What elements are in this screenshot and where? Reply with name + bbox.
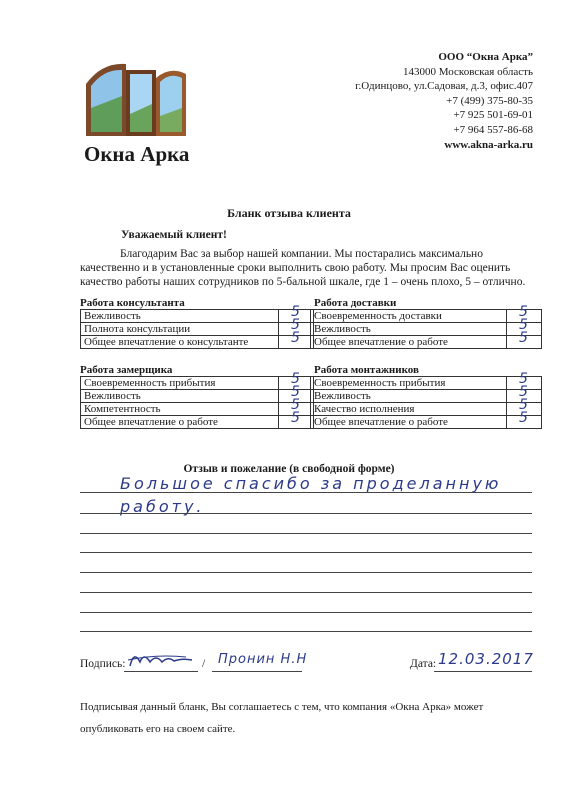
consultant-table bbox=[80, 304, 314, 349]
handwritten-signature-icon bbox=[126, 648, 196, 670]
row-label: Своевременность прибытия bbox=[311, 377, 507, 390]
delivery-title: Работа доставки bbox=[314, 297, 397, 309]
logo-name: Окна Арка bbox=[84, 142, 190, 166]
score-value: 5 bbox=[519, 371, 528, 387]
consultant-title: Работа консультанта bbox=[80, 297, 185, 309]
phone-3: +7 964 557-86-68 bbox=[453, 123, 533, 136]
table-row bbox=[311, 416, 542, 429]
table-row bbox=[311, 403, 542, 416]
consent-footer: Подписывая данный бланк, Вы соглашаетесь с тем, что компания «Окна Арка» может опубликовать его на своем сайте. bbox=[80, 701, 484, 735]
signature-line bbox=[124, 671, 198, 672]
date-value: 12.03.2017 bbox=[438, 650, 534, 668]
row-label: Полнота консультации bbox=[81, 323, 279, 336]
row-label: Своевременность доставки bbox=[311, 310, 507, 323]
score-value: 5 bbox=[519, 330, 528, 346]
signature-separator: / bbox=[202, 658, 206, 670]
score-value: 5 bbox=[519, 410, 528, 426]
intro-text: Благодарим Вас за выбор нашей компании. Мы постарались максимально качественно и в установленные сроки выполнить свою работу. Мы просим Вас оценить качество работы наших сотрудников по 5-бальной шкале, где 1 – очень плохо, 5 – отлично. bbox=[80, 248, 526, 288]
row-label: Общее впечатление о работе bbox=[311, 336, 507, 349]
measurer-table bbox=[80, 371, 314, 429]
phone-2: +7 925 501-69-01 bbox=[453, 109, 533, 122]
score-value: 5 bbox=[519, 304, 528, 320]
feedback-line bbox=[80, 533, 532, 534]
row-label: Вежливость bbox=[311, 390, 507, 403]
feedback-line bbox=[80, 612, 532, 613]
table-row bbox=[81, 416, 314, 429]
feedback-line bbox=[80, 572, 532, 573]
signer-name: Пронин Н.Н bbox=[218, 652, 308, 667]
score-value: 5 bbox=[519, 317, 528, 333]
row-label: Вежливость bbox=[81, 390, 279, 403]
score-value: 5 bbox=[519, 397, 528, 413]
table-row bbox=[311, 377, 542, 390]
date-label: Дата: bbox=[410, 658, 437, 670]
feedback-line bbox=[80, 513, 532, 514]
delivery-table bbox=[310, 304, 542, 349]
measurer-title: Работа замерщика bbox=[80, 364, 173, 376]
row-label: Вежливость bbox=[311, 323, 507, 336]
row-label: Компетентность bbox=[81, 403, 279, 416]
address-line-2: г.Одинцово, ул.Садовая, д.3, офис.407 bbox=[355, 80, 533, 93]
table-row bbox=[81, 336, 314, 349]
installers-title: Работа монтажников bbox=[314, 364, 419, 376]
arched-window-logo-icon bbox=[82, 58, 190, 138]
table-row bbox=[311, 390, 542, 403]
row-label: Общее впечатление о консультанте bbox=[81, 336, 279, 349]
score-value: 5 bbox=[291, 317, 300, 333]
company-name: ООО “Окна Арка” bbox=[438, 51, 533, 63]
table-row bbox=[81, 403, 314, 416]
date-line bbox=[434, 671, 532, 672]
signature-label: Подпись: bbox=[80, 658, 126, 670]
row-label: Качество исполнения bbox=[311, 403, 507, 416]
table-row bbox=[311, 310, 542, 323]
table-row bbox=[81, 377, 314, 390]
score-value: 5 bbox=[291, 330, 300, 346]
feedback-line bbox=[80, 552, 532, 553]
score-value: 5 bbox=[291, 371, 300, 387]
feedback-handwriting-2: работу. bbox=[120, 497, 205, 516]
table-row bbox=[311, 323, 542, 336]
row-label: Вежливость bbox=[81, 310, 279, 323]
feedback-title: Отзыв и пожелание (в свободной форме) bbox=[183, 463, 395, 475]
table-row bbox=[81, 310, 314, 323]
row-label: Общее впечатление о работе bbox=[81, 416, 279, 429]
score-value: 5 bbox=[291, 397, 300, 413]
score-value: 5 bbox=[291, 304, 300, 320]
greeting: Уважаемый клиент! bbox=[121, 229, 227, 241]
name-line bbox=[212, 671, 302, 672]
table-row bbox=[81, 390, 314, 403]
score-value: 5 bbox=[291, 384, 300, 400]
phone-1: +7 (499) 375-80-35 bbox=[446, 94, 533, 107]
row-label: Своевременность прибытия bbox=[81, 377, 279, 390]
feedback-line bbox=[80, 592, 532, 593]
feedback-line bbox=[80, 631, 532, 632]
row-label: Общее впечатление о работе bbox=[311, 416, 507, 429]
company-info bbox=[355, 50, 533, 152]
score-value: 5 bbox=[519, 384, 528, 400]
installers-table bbox=[310, 371, 542, 429]
feedback-line bbox=[80, 492, 532, 493]
table-row bbox=[311, 336, 542, 349]
feedback-handwriting-1: Большое спасибо за проделанную bbox=[120, 474, 502, 493]
address-line-1: 143000 Московская область bbox=[403, 65, 533, 78]
website: www.akna-arka.ru bbox=[444, 138, 533, 151]
form-title: Бланк отзыва клиента bbox=[227, 206, 351, 220]
score-value: 5 bbox=[291, 410, 300, 426]
table-row bbox=[81, 323, 314, 336]
